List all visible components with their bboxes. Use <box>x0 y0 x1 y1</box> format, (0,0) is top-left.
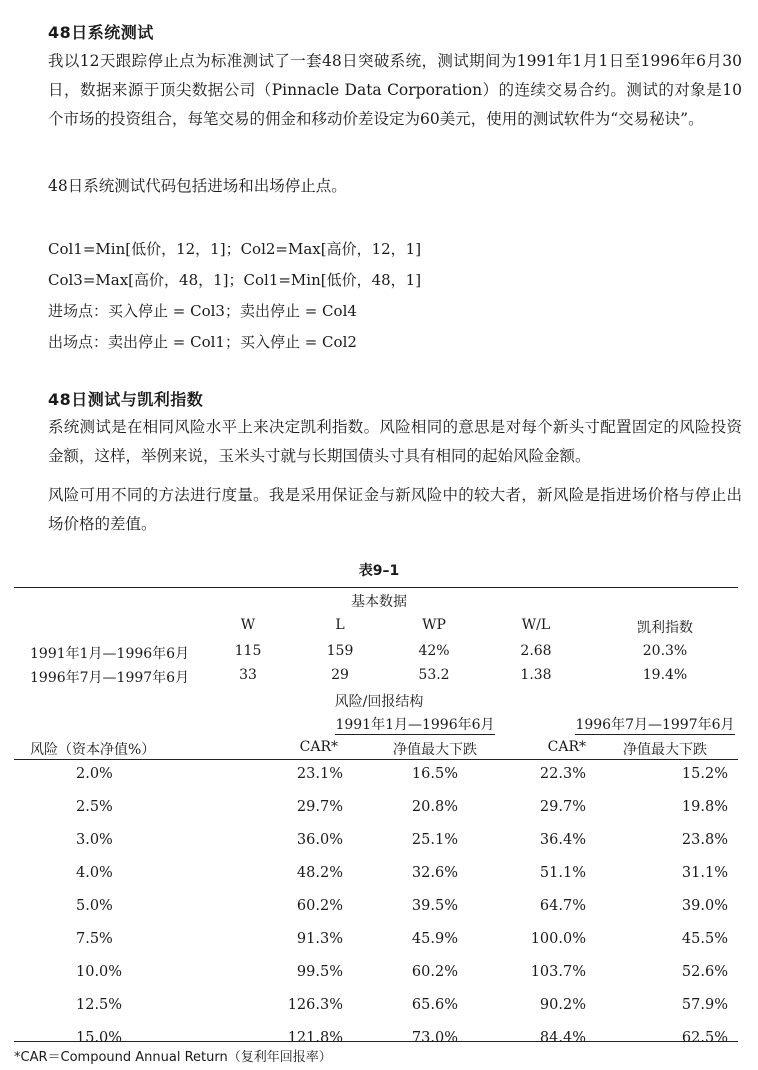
table-top-rule <box>14 587 738 588</box>
car-cell-2: 100.0% <box>530 931 586 947</box>
risk-col-header: 风险（资本净值%） <box>30 742 156 758</box>
paragraph-text: 我以12天跟踪停止点为标准测试了一套48日突破系统，测试期间为1991年1月1日至1996年6月30日，数据来源于顶尖数据公司（Pinnacle Data Corporation）的连续交易合约。测试的对象是10个市场的投资组合，每笔交易的佣金和移动价差设定为60美元，使用的测试软件为“交易秘诀”。 <box>48 52 742 128</box>
car-cell-1: 36.0% <box>296 832 343 848</box>
paragraph-text: 48日系统测试代码包括进场和出场停止点。 <box>48 177 347 195</box>
paragraph <box>14 481 742 539</box>
period-label: 1991年1月—1996年6月 <box>30 646 190 662</box>
basic-cell-l: 159 <box>326 643 354 659</box>
risk-cell: 2.5% <box>76 799 113 815</box>
section-title: 48日系统测试 <box>48 23 154 42</box>
car-cell-2: 103.7% <box>530 964 586 980</box>
table-title: 表9–1 <box>358 563 400 579</box>
period-header-1: 1991年1月—1996年6月 <box>335 717 495 733</box>
car-cell-1: 91.3% <box>296 931 343 947</box>
basic-cell-wp: 53.2 <box>418 667 450 683</box>
drawdown-cell-2: 45.5% <box>681 931 728 947</box>
period-header-2: 1996年7月—1997年6月 <box>575 717 735 733</box>
basic-cell-w: 33 <box>239 667 257 683</box>
car-cell-1: 60.2% <box>296 898 343 914</box>
code-line: Col1=Min[低价，12，1]；Col2=Max[高价，12，1] <box>48 240 422 258</box>
table-footnote: *CAR＝Compound Annual Return（复利年回报率） <box>14 1050 332 1065</box>
code-line: 出场点：卖出停止 = Col1；买入停止 = Col2 <box>48 333 357 351</box>
risk-cell: 12.5% <box>76 997 123 1013</box>
drawdown-cell-2: 15.2% <box>681 766 728 782</box>
basic-cell-kelly: 19.4% <box>642 667 688 683</box>
code-block <box>48 234 421 358</box>
car-cell-1: 99.5% <box>296 964 343 980</box>
basic-cell-wp: 42% <box>418 643 450 659</box>
car-cell-2: 22.3% <box>539 766 586 782</box>
table-bottom-rule <box>14 1041 738 1042</box>
car-cell-1: 126.3% <box>287 997 343 1013</box>
car-cell-2: 90.2% <box>539 997 586 1013</box>
drawdown-cell-1: 65.6% <box>411 997 458 1013</box>
basic-cell-wl: 1.38 <box>520 667 552 683</box>
risk-cell: 7.5% <box>76 931 113 947</box>
basic-cell-l: 29 <box>331 667 349 683</box>
col-header-wp: WP <box>422 617 446 633</box>
car-cell-1: 121.8% <box>287 1030 343 1046</box>
drawdown-cell-2: 19.8% <box>681 799 728 815</box>
paragraph <box>14 47 742 163</box>
car-cell-2: 84.4% <box>539 1030 586 1046</box>
col-header-wl: W/L <box>521 617 551 633</box>
drawdown-cell-1: 73.0% <box>411 1030 458 1046</box>
drawdown-cell-1: 60.2% <box>411 964 458 980</box>
risk-cell: 2.0% <box>76 766 113 782</box>
drawdown-cell-2: 39.0% <box>681 898 728 914</box>
risk-cell: 5.0% <box>76 898 113 914</box>
risk-return-header: 风险/回报结构 <box>334 694 424 710</box>
period-label: 1996年7月—1997年6月 <box>30 670 190 686</box>
basic-data-header: 基本数据 <box>351 594 407 610</box>
car-cell-2: 36.4% <box>539 832 586 848</box>
col-header-kelly: 凯利指数 <box>637 620 693 636</box>
drawdown-cell-1: 45.9% <box>411 931 458 947</box>
basic-cell-wl: 2.68 <box>520 643 552 659</box>
section-title: 48日测试与凯利指数 <box>48 390 204 409</box>
car-header-1: CAR* <box>299 739 338 755</box>
paragraph <box>14 413 742 471</box>
table-header-rule <box>14 759 738 760</box>
car-cell-1: 48.2% <box>296 865 343 881</box>
risk-cell: 10.0% <box>76 964 123 980</box>
car-cell-2: 29.7% <box>539 799 586 815</box>
drawdown-header-2: 净值最大下跌 <box>623 742 707 758</box>
col-header-w: W <box>240 617 256 633</box>
drawdown-cell-2: 52.6% <box>681 964 728 980</box>
drawdown-cell-2: 62.5% <box>681 1030 728 1046</box>
drawdown-cell-1: 20.8% <box>411 799 458 815</box>
paragraph-text: 系统测试是在相同风险水平上来决定凯利指数。风险相同的意思是对每个新头寸配置固定的风险投资金额，这样，举例来说，玉米头寸就与长期国债头寸具有相同的起始风险金额。 <box>48 418 742 465</box>
risk-cell: 3.0% <box>76 832 113 848</box>
paragraph <box>14 172 742 201</box>
drawdown-cell-2: 31.1% <box>681 865 728 881</box>
car-cell-1: 23.1% <box>296 766 343 782</box>
car-cell-1: 29.7% <box>296 799 343 815</box>
car-cell-2: 51.1% <box>539 865 586 881</box>
drawdown-header-1: 净值最大下跌 <box>393 742 477 758</box>
car-cell-2: 64.7% <box>539 898 586 914</box>
paragraph-text: 风险可用不同的方法进行度量。我是采用保证金与新风险中的较大者，新风险是指进场价格与停止出场价格的差值。 <box>48 486 742 533</box>
col-header-l: L <box>335 617 345 633</box>
risk-cell: 15.0% <box>76 1030 123 1046</box>
risk-cell: 4.0% <box>76 865 113 881</box>
basic-cell-w: 115 <box>234 643 262 659</box>
drawdown-cell-1: 16.5% <box>411 766 458 782</box>
drawdown-cell-1: 32.6% <box>411 865 458 881</box>
car-header-2: CAR* <box>547 739 586 755</box>
drawdown-cell-1: 39.5% <box>411 898 458 914</box>
code-line: 进场点：买入停止 = Col3；卖出停止 = Col4 <box>48 302 357 320</box>
drawdown-cell-2: 57.9% <box>681 997 728 1013</box>
code-line: Col3=Max[高价，48，1]；Col1=Min[低价，48，1] <box>48 271 422 289</box>
drawdown-cell-2: 23.8% <box>681 832 728 848</box>
basic-cell-kelly: 20.3% <box>642 643 688 659</box>
drawdown-cell-1: 25.1% <box>411 832 458 848</box>
